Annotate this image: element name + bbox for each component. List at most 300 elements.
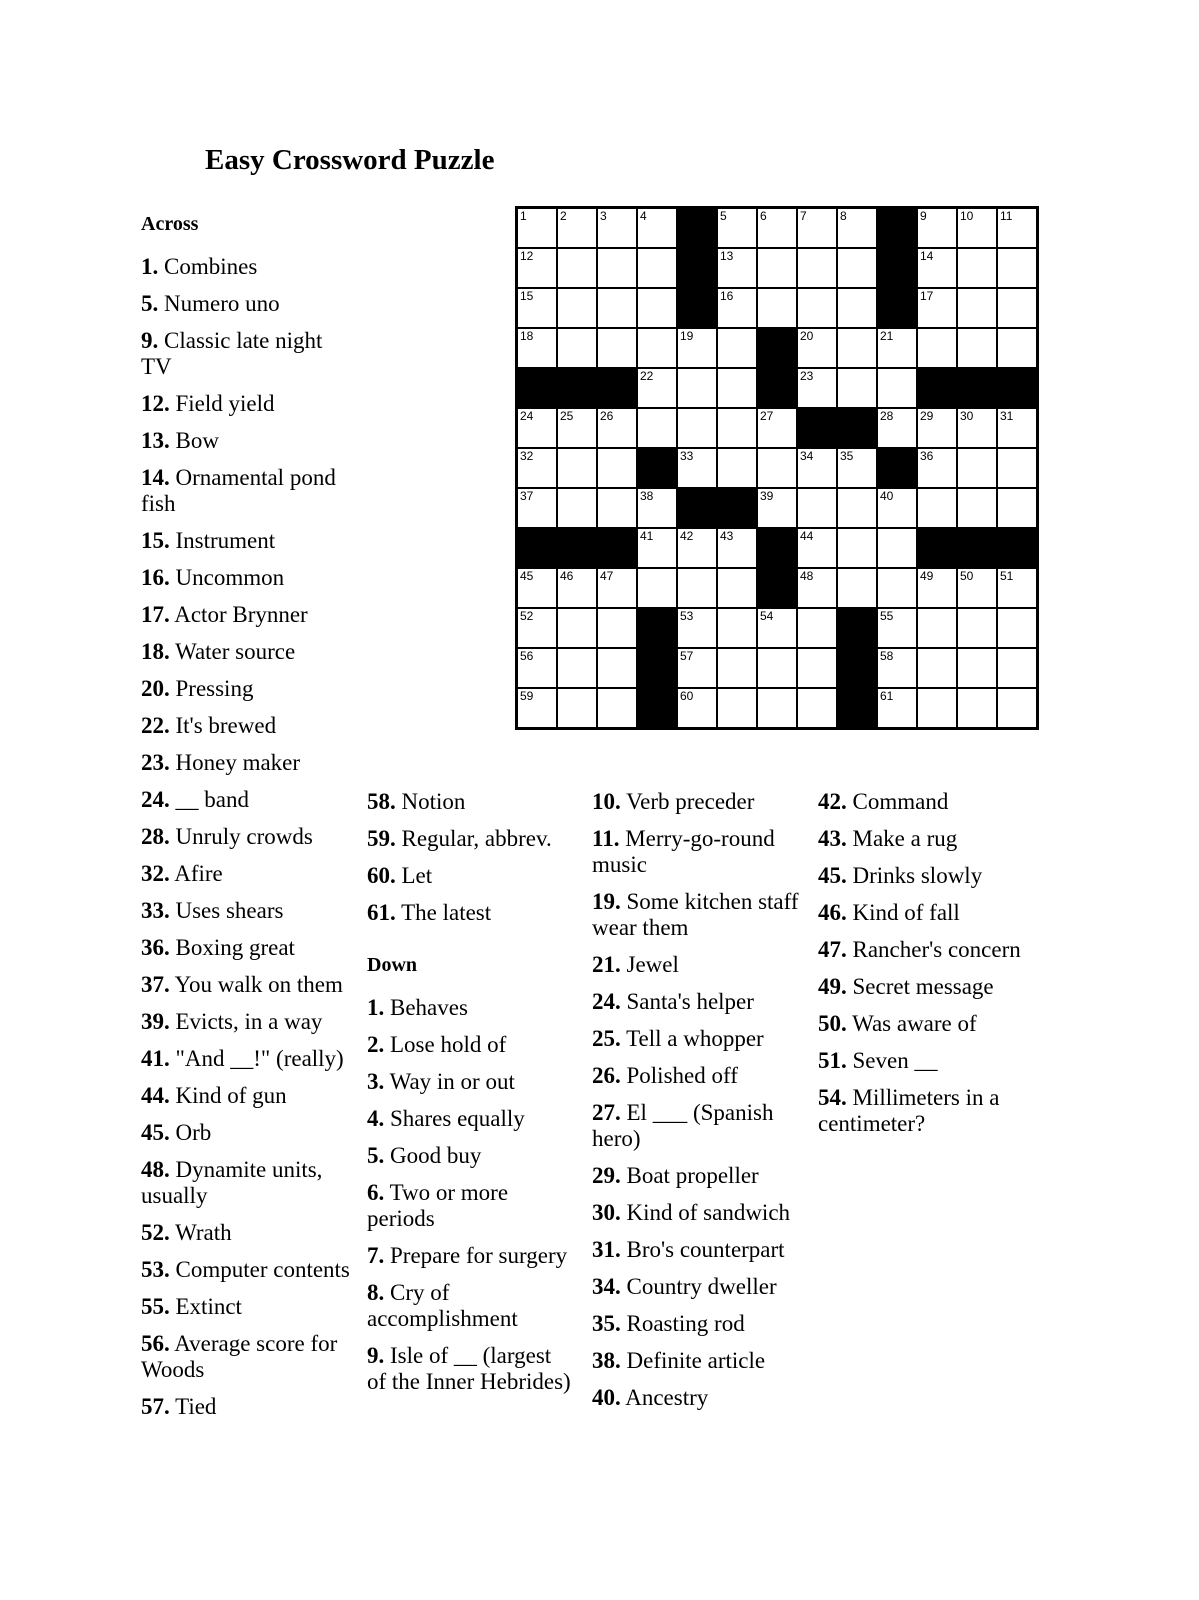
grid-cell-18[interactable] (517, 328, 557, 368)
clue-number: 40. (592, 1385, 621, 1410)
grid-cell-black (757, 528, 797, 568)
clue-across-52: 52. Wrath (141, 1220, 232, 1245)
grid-cell-46[interactable] (557, 568, 597, 608)
grid-cell-number: 40 (880, 489, 894, 503)
clue-down-19: 19. Some kitchen staff wear them (592, 889, 799, 940)
grid-cell[interactable] (637, 408, 677, 448)
grid-cell-black (597, 368, 637, 408)
grid-cell-number: 10 (960, 209, 974, 223)
grid-cell-14[interactable] (917, 248, 957, 288)
clue-number: 25. (592, 1026, 621, 1051)
clue-across-48: 48. Dynamite units, usually (141, 1157, 323, 1208)
grid-cell-50[interactable] (957, 568, 997, 608)
grid-cell-number: 20 (800, 329, 814, 343)
grid-cell[interactable] (757, 288, 797, 328)
grid-cell-number: 39 (760, 489, 774, 503)
grid-cell-number: 2 (560, 209, 567, 223)
grid-cell-15[interactable] (517, 288, 557, 328)
grid-cell[interactable] (757, 448, 797, 488)
grid-cell-29[interactable] (917, 408, 957, 448)
grid-cell-61[interactable] (877, 688, 917, 728)
grid-cell-56[interactable] (517, 648, 557, 688)
clue-across-28: 28. Unruly crowds (141, 824, 313, 849)
grid-cell[interactable] (637, 568, 677, 608)
grid-cell-41[interactable] (637, 528, 677, 568)
grid-cell[interactable] (797, 288, 837, 328)
grid-cell-number: 44 (800, 529, 814, 543)
clue-down-2: 2. Lose hold of (367, 1032, 507, 1057)
down-heading: Down (367, 954, 418, 976)
clue-number: 7. (367, 1243, 385, 1268)
clue-across-53: 53. Computer contents (141, 1257, 350, 1282)
clue-down-49: 49. Secret message (818, 974, 994, 999)
grid-cell-22[interactable] (637, 368, 677, 408)
grid-cell-number: 49 (920, 569, 934, 583)
grid-cell[interactable] (557, 248, 597, 288)
grid-cell[interactable] (797, 488, 837, 528)
grid-cell-47[interactable] (597, 568, 637, 608)
grid-cell-38[interactable] (637, 488, 677, 528)
grid-cell[interactable] (837, 568, 877, 608)
clue-number: 12. (141, 391, 170, 416)
grid-cell-43[interactable] (717, 528, 757, 568)
clue-down-45: 45. Drinks slowly (818, 863, 983, 888)
grid-cell[interactable] (637, 248, 677, 288)
grid-cell[interactable] (557, 648, 597, 688)
grid-cell[interactable] (837, 248, 877, 288)
grid-cell[interactable] (797, 608, 837, 648)
clue-number: 11. (592, 826, 620, 851)
grid-cell-12[interactable] (517, 248, 557, 288)
grid-cell-number: 8 (840, 209, 847, 223)
clue-number: 36. (141, 935, 170, 960)
clue-number: 47. (818, 937, 847, 962)
grid-cell-number: 17 (920, 289, 934, 303)
clue-down-11: 11. Merry-go-round music (592, 826, 775, 877)
grid-cell[interactable] (997, 288, 1037, 328)
grid-cell[interactable] (757, 688, 797, 728)
grid-cell[interactable] (997, 448, 1037, 488)
grid-cell[interactable] (837, 328, 877, 368)
clue-down-40: 40. Ancestry (592, 1385, 709, 1410)
grid-cell-4[interactable] (637, 208, 677, 248)
grid-cell-48[interactable] (797, 568, 837, 608)
clue-number: 41. (141, 1046, 170, 1071)
grid-cell[interactable] (917, 488, 957, 528)
grid-cell-57[interactable] (677, 648, 717, 688)
grid-cell-number: 26 (600, 409, 614, 423)
grid-cell[interactable] (957, 688, 997, 728)
grid-cell-19[interactable] (677, 328, 717, 368)
clue-number: 57. (141, 1394, 170, 1419)
grid-cell[interactable] (917, 608, 957, 648)
clue-number: 59. (367, 826, 396, 851)
grid-cell[interactable] (717, 368, 757, 408)
grid-cell-45[interactable] (517, 568, 557, 608)
grid-cell[interactable] (677, 568, 717, 608)
clue-down-4: 4. Shares equally (367, 1106, 525, 1131)
grid-cell-33[interactable] (677, 448, 717, 488)
grid-cell-1[interactable] (517, 208, 557, 248)
grid-cell[interactable] (637, 288, 677, 328)
grid-cell-59[interactable] (517, 688, 557, 728)
grid-cell-21[interactable] (877, 328, 917, 368)
grid-cell-number: 50 (960, 569, 974, 583)
clue-number: 50. (818, 1011, 847, 1036)
clue-number: 55. (141, 1294, 170, 1319)
clue-down-30: 30. Kind of sandwich (592, 1200, 791, 1225)
clue-down-51: 51. Seven __ (818, 1048, 938, 1073)
clue-down-26: 26. Polished off (592, 1063, 738, 1088)
grid-cell-black (837, 688, 877, 728)
grid-cell[interactable] (597, 448, 637, 488)
grid-cell-number: 58 (880, 649, 894, 663)
grid-cell-8[interactable] (837, 208, 877, 248)
grid-cell-number: 27 (760, 409, 774, 423)
clue-column-1 (141, 211, 353, 1431)
grid-cell[interactable] (717, 648, 757, 688)
clue-number: 1. (141, 254, 159, 279)
grid-cell-black (597, 528, 637, 568)
grid-cell-number: 52 (520, 609, 534, 623)
grid-cell-black (637, 448, 677, 488)
grid-cell-number: 16 (720, 289, 734, 303)
grid-cell-number: 35 (840, 449, 854, 463)
clue-across-15: 15. Instrument (141, 528, 276, 553)
grid-cell[interactable] (717, 328, 757, 368)
clue-number: 45. (818, 863, 847, 888)
grid-cell-31[interactable] (997, 408, 1037, 448)
clue-number: 56. (141, 1331, 170, 1356)
grid-cell[interactable] (957, 648, 997, 688)
clue-number: 46. (818, 900, 847, 925)
grid-cell-9[interactable] (917, 208, 957, 248)
grid-cell[interactable] (837, 288, 877, 328)
grid-cell-23[interactable] (797, 368, 837, 408)
clue-number: 54. (818, 1085, 847, 1110)
grid-cell[interactable] (557, 608, 597, 648)
clue-column-2 (367, 789, 573, 1406)
grid-cell-black (757, 568, 797, 608)
grid-cell[interactable] (717, 568, 757, 608)
grid-cell[interactable] (557, 328, 597, 368)
clue-number: 34. (592, 1274, 621, 1299)
grid-cell[interactable] (997, 488, 1037, 528)
clue-down-35: 35. Roasting rod (592, 1311, 745, 1336)
grid-cell-54[interactable] (757, 608, 797, 648)
grid-cell[interactable] (837, 368, 877, 408)
grid-cell-17[interactable] (917, 288, 957, 328)
grid-cell-black (957, 368, 997, 408)
clue-across-9: 9. Classic late night TV (141, 328, 323, 379)
clue-number: 18. (141, 639, 170, 664)
grid-cell[interactable] (837, 528, 877, 568)
clue-across-59: 59. Regular, abbrev. (367, 826, 552, 851)
grid-cell[interactable] (997, 688, 1037, 728)
grid-cell[interactable] (957, 288, 997, 328)
clue-number: 51. (818, 1048, 847, 1073)
grid-cell-3[interactable] (597, 208, 637, 248)
grid-cell[interactable] (597, 328, 637, 368)
grid-cell-number: 47 (600, 569, 614, 583)
clue-number: 23. (141, 750, 170, 775)
grid-cell-39[interactable] (757, 488, 797, 528)
grid-cell-number: 15 (520, 289, 534, 303)
clue-down-31: 31. Bro's counterpart (592, 1237, 785, 1262)
grid-cell-11[interactable] (997, 208, 1037, 248)
grid-cell-51[interactable] (997, 568, 1037, 608)
grid-cell[interactable] (997, 648, 1037, 688)
grid-cell-28[interactable] (877, 408, 917, 448)
grid-cell-number: 22 (640, 369, 654, 383)
grid-cell[interactable] (717, 408, 757, 448)
clue-across-56: 56. Average score for Woods (141, 1331, 338, 1382)
grid-cell-20[interactable] (797, 328, 837, 368)
clue-number: 24. (592, 989, 621, 1014)
clue-across-32: 32. Afire (141, 861, 223, 886)
clue-across-61: 61. The latest (367, 900, 492, 925)
grid-cell-44[interactable] (797, 528, 837, 568)
grid-cell[interactable] (677, 368, 717, 408)
grid-cell-number: 43 (720, 529, 734, 543)
grid-cell[interactable] (717, 448, 757, 488)
grid-cell-black (877, 448, 917, 488)
grid-cell-black (757, 368, 797, 408)
grid-cell-black (837, 608, 877, 648)
clue-number: 61. (367, 900, 396, 925)
grid-cell-30[interactable] (957, 408, 997, 448)
clue-down-7: 7. Prepare for surgery (367, 1243, 568, 1268)
clue-across-36: 36. Boxing great (141, 935, 295, 960)
clue-column-3 (592, 789, 802, 1422)
grid-cell-26[interactable] (597, 408, 637, 448)
grid-cell[interactable] (997, 248, 1037, 288)
grid-cell-black (917, 528, 957, 568)
clue-number: 45. (141, 1120, 170, 1145)
clue-number: 48. (141, 1157, 170, 1182)
grid-cell-number: 1 (520, 209, 527, 223)
grid-cell-32[interactable] (517, 448, 557, 488)
grid-cell-number: 56 (520, 649, 534, 663)
grid-cell-16[interactable] (717, 288, 757, 328)
grid-cell[interactable] (877, 568, 917, 608)
clue-down-34: 34. Country dweller (592, 1274, 777, 1299)
clue-across-23: 23. Honey maker (141, 750, 301, 775)
grid-cell[interactable] (957, 608, 997, 648)
clue-down-3: 3. Way in or out (367, 1069, 515, 1094)
grid-cell[interactable] (917, 648, 957, 688)
grid-cell-number: 36 (920, 449, 934, 463)
grid-cell-53[interactable] (677, 608, 717, 648)
clue-number: 49. (818, 974, 847, 999)
grid-cell-60[interactable] (677, 688, 717, 728)
clue-number: 35. (592, 1311, 621, 1336)
grid-cell-number: 45 (520, 569, 534, 583)
grid-cell-black (517, 368, 557, 408)
clue-across-12: 12. Field yield (141, 391, 275, 416)
grid-cell-34[interactable] (797, 448, 837, 488)
clue-number: 10. (592, 789, 621, 814)
clue-across-33: 33. Uses shears (141, 898, 284, 923)
grid-cell[interactable] (597, 248, 637, 288)
grid-cell-27[interactable] (757, 408, 797, 448)
clue-down-42: 42. Command (818, 789, 949, 814)
grid-cell-2[interactable] (557, 208, 597, 248)
grid-cell[interactable] (957, 448, 997, 488)
grid-cell-7[interactable] (797, 208, 837, 248)
clue-number: 42. (818, 789, 847, 814)
grid-cell-black (757, 328, 797, 368)
clue-across-13: 13. Bow (141, 428, 219, 453)
clue-across-37: 37. You walk on them (141, 972, 343, 997)
grid-cell-number: 37 (520, 489, 534, 503)
clue-across-17: 17. Actor Brynner (141, 602, 308, 627)
clue-number: 3. (367, 1069, 385, 1094)
across-heading: Across (141, 213, 199, 235)
grid-cell-number: 41 (640, 529, 654, 543)
grid-cell-42[interactable] (677, 528, 717, 568)
grid-cell-black (837, 648, 877, 688)
clue-across-16: 16. Uncommon (141, 565, 285, 590)
clue-across-55: 55. Extinct (141, 1294, 242, 1319)
grid-cell-black (557, 368, 597, 408)
grid-cell[interactable] (557, 688, 597, 728)
clue-down-27: 27. El ___ (Spanish hero) (592, 1100, 774, 1151)
grid-cell-number: 32 (520, 449, 534, 463)
clue-down-6: 6. Two or more periods (367, 1180, 509, 1231)
grid-cell-black (997, 368, 1037, 408)
clue-down-9: 9. Isle of __ (largest of the Inner Hebrides) (367, 1343, 571, 1394)
grid-cell-number: 38 (640, 489, 654, 503)
clue-number: 5. (367, 1143, 385, 1168)
grid-cell-58[interactable] (877, 648, 917, 688)
grid-cell-number: 25 (560, 409, 574, 423)
grid-cell-number: 53 (680, 609, 694, 623)
grid-cell-number: 31 (1000, 409, 1014, 423)
grid-cell-number: 61 (880, 689, 894, 703)
grid-cell[interactable] (757, 648, 797, 688)
grid-cell[interactable] (997, 608, 1037, 648)
grid-cell[interactable] (797, 248, 837, 288)
grid-cell[interactable] (597, 488, 637, 528)
clue-number: 20. (141, 676, 170, 701)
page-title: Easy Crossword Puzzle (205, 144, 495, 176)
clue-down-24: 24. Santa's helper (592, 989, 754, 1014)
clue-down-5: 5. Good buy (367, 1143, 482, 1168)
grid-cell[interactable] (917, 328, 957, 368)
clue-number: 15. (141, 528, 170, 553)
grid-cell-52[interactable] (517, 608, 557, 648)
grid-cell-49[interactable] (917, 568, 957, 608)
clue-across-44: 44. Kind of gun (141, 1083, 287, 1108)
grid-cell-37[interactable] (517, 488, 557, 528)
grid-cell-24[interactable] (517, 408, 557, 448)
grid-cell-number: 11 (1000, 209, 1013, 223)
grid-cell[interactable] (597, 688, 637, 728)
grid-cell[interactable] (877, 528, 917, 568)
clue-number: 28. (141, 824, 170, 849)
clue-down-25: 25. Tell a whopper (592, 1026, 764, 1051)
grid-cell-black (677, 488, 717, 528)
grid-cell[interactable] (717, 608, 757, 648)
grid-cell[interactable] (557, 288, 597, 328)
clue-number: 22. (141, 713, 170, 738)
clue-number: 39. (141, 1009, 170, 1034)
clue-number: 1. (367, 995, 385, 1020)
grid-cell[interactable] (837, 488, 877, 528)
clue-down-29: 29. Boat propeller (592, 1163, 759, 1188)
grid-cell[interactable] (597, 288, 637, 328)
grid-cell[interactable] (877, 368, 917, 408)
clue-across-57: 57. Tied (141, 1394, 217, 1419)
grid-cell-number: 28 (880, 409, 894, 423)
grid-cell-6[interactable] (757, 208, 797, 248)
grid-cell[interactable] (757, 248, 797, 288)
grid-cell-black (957, 528, 997, 568)
grid-cell[interactable] (597, 608, 637, 648)
clue-number: 32. (141, 861, 170, 886)
clue-number: 14. (141, 465, 170, 490)
grid-cell[interactable] (957, 328, 997, 368)
grid-cell-10[interactable] (957, 208, 997, 248)
grid-cell-number: 14 (920, 249, 934, 263)
grid-cell[interactable] (677, 408, 717, 448)
clue-number: 4. (367, 1106, 385, 1131)
clue-down-47: 47. Rancher's concern (818, 937, 1021, 962)
clue-number: 52. (141, 1220, 170, 1245)
grid-cell[interactable] (997, 328, 1037, 368)
clue-number: 43. (818, 826, 847, 851)
grid-cell-55[interactable] (877, 608, 917, 648)
clue-number: 33. (141, 898, 170, 923)
grid-cell[interactable] (717, 688, 757, 728)
grid-cell-35[interactable] (837, 448, 877, 488)
grid-cell-number: 9 (920, 209, 927, 223)
clue-number: 8. (367, 1280, 385, 1305)
grid-cell-40[interactable] (877, 488, 917, 528)
grid-cell-13[interactable] (717, 248, 757, 288)
grid-cell[interactable] (637, 328, 677, 368)
grid-cell[interactable] (797, 688, 837, 728)
clue-number: 9. (367, 1343, 385, 1368)
grid-cell[interactable] (917, 688, 957, 728)
grid-cell-black (637, 608, 677, 648)
grid-cell-black (637, 688, 677, 728)
grid-cell[interactable] (957, 248, 997, 288)
grid-cell[interactable] (557, 488, 597, 528)
grid-cell[interactable] (957, 488, 997, 528)
clue-number: 29. (592, 1163, 621, 1188)
grid-cell-number: 13 (720, 249, 734, 263)
grid-cell[interactable] (797, 648, 837, 688)
grid-cell-black (717, 488, 757, 528)
grid-cell[interactable] (557, 448, 597, 488)
grid-cell-number: 21 (880, 329, 894, 343)
grid-cell-number: 19 (680, 329, 694, 343)
grid-cell-number: 5 (720, 209, 727, 223)
grid-cell-5[interactable] (717, 208, 757, 248)
clue-number: 5. (141, 291, 159, 316)
grid-cell-number: 54 (760, 609, 774, 623)
clue-number: 26. (592, 1063, 621, 1088)
grid-cell-black (517, 528, 557, 568)
grid-cell-36[interactable] (917, 448, 957, 488)
grid-cell-number: 23 (800, 369, 814, 383)
grid-cell-black (837, 408, 877, 448)
grid-cell-25[interactable] (557, 408, 597, 448)
grid-cell[interactable] (597, 648, 637, 688)
clue-across-22: 22. It's brewed (141, 713, 277, 738)
